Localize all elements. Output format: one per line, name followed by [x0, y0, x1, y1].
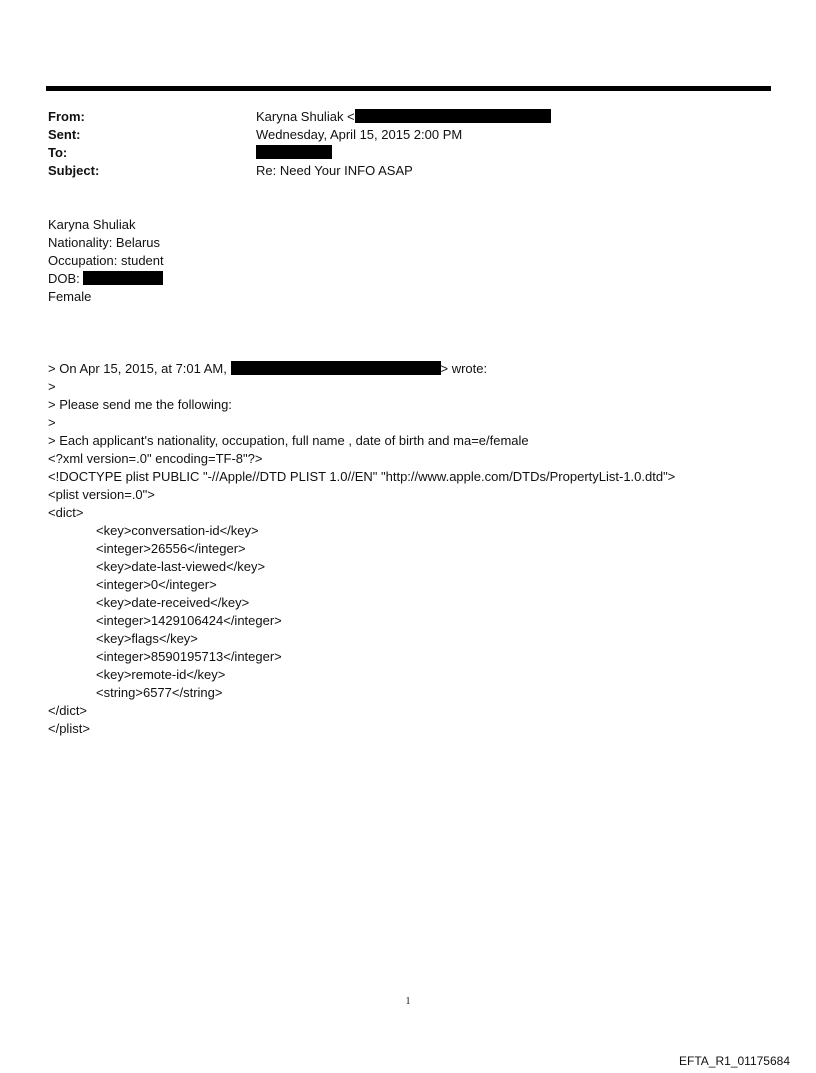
- from-value: [256, 108, 551, 126]
- sent-label: Sent:: [48, 127, 81, 142]
- quote-line: > Each applicant's nationality, occupation, full name , date of birth and ma=e/female: [48, 433, 529, 448]
- bates-number: EFTA_R1_01175684: [679, 1054, 790, 1068]
- quote-line: >: [48, 379, 56, 394]
- quote-intro: [48, 360, 487, 378]
- xml-indented-line: <integer>0</integer>: [96, 577, 217, 592]
- dob-label: DOB:: [48, 271, 80, 286]
- body-name: Karyna Shuliak: [48, 217, 136, 232]
- subject-value: Re: Need Your INFO ASAP: [256, 163, 413, 178]
- to-value: [256, 144, 332, 162]
- redaction-box: [231, 361, 441, 375]
- xml-indented-line: <key>date-last-viewed</key>: [96, 559, 266, 574]
- body-nationality: Nationality: Belarus: [48, 235, 160, 250]
- xml-indented-line: <key>remote-id</key>: [96, 667, 226, 682]
- xml-indented-line: <integer>8590195713</integer>: [96, 649, 282, 664]
- body-dob: [48, 270, 163, 288]
- redaction-box: [355, 109, 551, 123]
- xml-line: <!DOCTYPE plist PUBLIC "-//Apple//DTD PLIST 1.0//EN" "http://www.apple.com/DTDs/PropertyList-1.0.dtd">: [48, 469, 676, 484]
- xml-indented-line: <integer>26556</integer>: [96, 541, 246, 556]
- to-label: To:: [48, 145, 68, 160]
- xml-indented-line: <string>6577</string>: [96, 685, 223, 700]
- redaction-box: [83, 271, 163, 285]
- quote-line: > Please send me the following:: [48, 397, 232, 412]
- xml-indented-line: <key>date-received</key>: [96, 595, 250, 610]
- from-name: Karyna Shuliak <: [256, 109, 355, 124]
- page-number: 1: [405, 996, 411, 1007]
- body-occupation: Occupation: student: [48, 253, 164, 268]
- quote-intro-pre: > On Apr 15, 2015, at 7:01 AM,: [48, 361, 227, 376]
- body-gender: Female: [48, 289, 92, 304]
- xml-line: <dict>: [48, 505, 84, 520]
- xml-indented-line: <integer>1429106424</integer>: [96, 613, 282, 628]
- xml-line: <?xml version=.0" encoding=TF-8"?>: [48, 451, 263, 466]
- xml-line: <plist version=.0">: [48, 487, 155, 502]
- subject-label: Subject:: [48, 163, 100, 178]
- xml-close-line: </plist>: [48, 721, 90, 736]
- redaction-box: [256, 145, 332, 159]
- sent-value: Wednesday, April 15, 2015 2:00 PM: [256, 127, 463, 142]
- xml-close-line: </dict>: [48, 703, 88, 718]
- from-label: From:: [48, 109, 85, 124]
- quote-intro-post: > wrote:: [440, 361, 488, 376]
- quote-line: >: [48, 415, 56, 430]
- header-rule: [46, 86, 771, 91]
- xml-indented-line: <key>conversation-id</key>: [96, 523, 259, 538]
- xml-indented-line: <key>flags</key>: [96, 631, 198, 646]
